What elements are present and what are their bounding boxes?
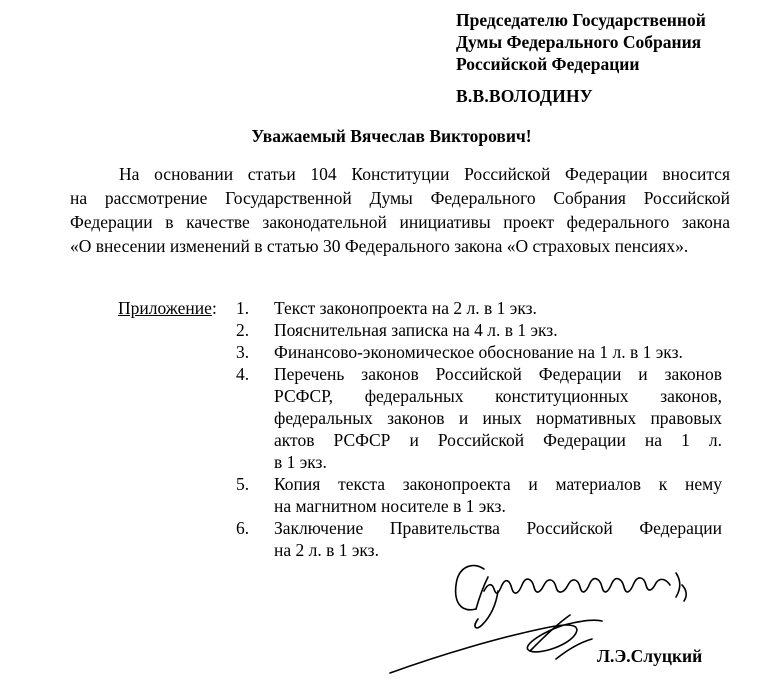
attachments-label — [118, 297, 217, 319]
body-paragraph — [70, 162, 730, 258]
attachment-number: 1. — [236, 298, 250, 318]
attachment-text: Текст законопроекта на 2 л. в 1 экз. — [274, 298, 537, 318]
attachment-text: актов РСФСР и Российской Федерации на 1 л. — [274, 430, 722, 450]
attachment-text: Заключение Правительства Российской Федерации — [274, 518, 722, 538]
attachment-number: 5. — [236, 474, 250, 494]
body-line-2: на рассмотрение Государственной Думы Федерального Собрания Российской — [70, 188, 730, 208]
addressee-line-2: Думы Федерального Собрания — [456, 32, 702, 52]
attachment-item-1 — [236, 297, 726, 319]
addressee-line-1: Председателю Государственной — [456, 10, 706, 30]
attachments-label-text: Приложение — [118, 298, 212, 318]
attachment-text: РСФСР, федеральных конституционных законов, — [274, 386, 722, 406]
attachment-text: Пояснительная записка на 4 л. в 1 экз. — [274, 320, 558, 340]
salutation: Уважаемый Вячеслав Викторович! — [251, 126, 532, 146]
addressee-block — [456, 9, 706, 75]
attachment-item-3 — [236, 341, 726, 363]
attachment-text: Финансово-экономическое обоснование на 1 л. в 1 экз. — [274, 342, 683, 362]
attachment-number: 6. — [236, 518, 250, 538]
attachment-number: 3. — [236, 342, 250, 362]
attachments-list — [236, 297, 726, 561]
attachment-text: Перечень законов Российской Федерации и законов — [274, 364, 722, 384]
attachment-item-2 — [236, 319, 726, 341]
body-line-3: Федерации в качестве законодательной инициативы проект федерального закона — [70, 212, 730, 232]
attachments-label-colon: : — [211, 298, 217, 318]
attachment-text: на 2 л. в 1 экз. — [274, 540, 379, 560]
signer-name: Л.Э.Слуцкий — [597, 646, 703, 666]
addressee-line-3: Российской Федерации — [456, 54, 640, 74]
attachment-number: 4. — [236, 364, 250, 384]
attachment-text: федеральных законов и иных нормативных правовых — [274, 408, 722, 428]
addressee-name: В.В.ВОЛОДИНУ — [456, 86, 593, 106]
attachment-text: Копия текста законопроекта и материалов к нему — [274, 474, 722, 494]
attachment-text: на магнитном носителе в 1 экз. — [274, 496, 506, 516]
attachment-text: в 1 экз. — [274, 452, 327, 472]
body-line-4: «О внесении изменений в статью 30 Федерального закона «О страховых пенсиях». — [70, 236, 689, 256]
attachment-item-5 — [236, 473, 726, 517]
attachment-number: 2. — [236, 320, 250, 340]
body-line-1: На основании статьи 104 Конституции Российской Федерации вносится — [119, 164, 730, 184]
attachment-item-4 — [236, 363, 726, 473]
